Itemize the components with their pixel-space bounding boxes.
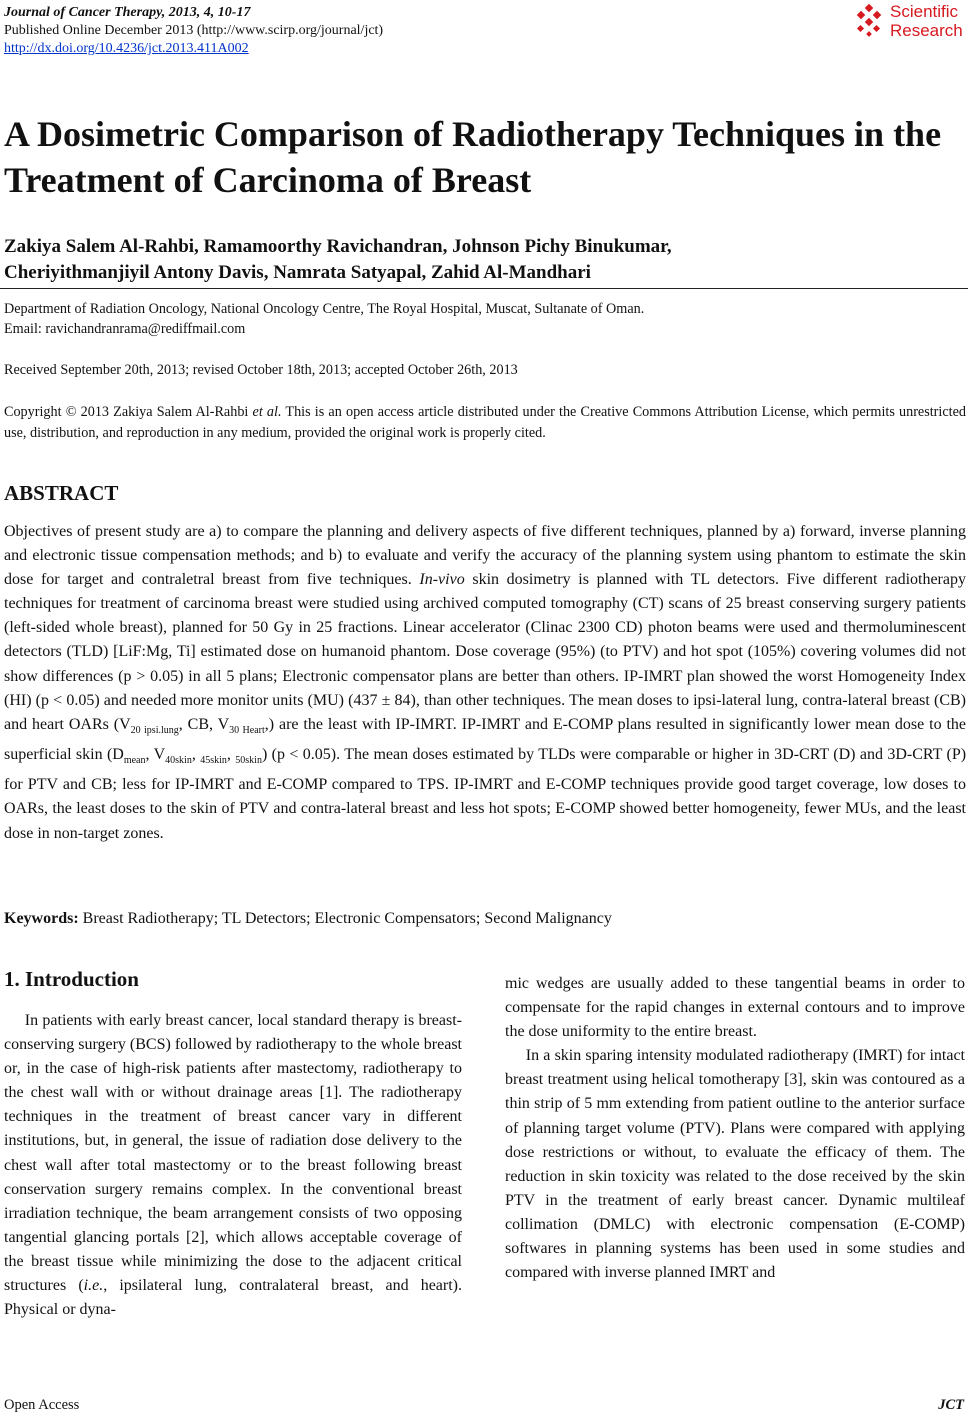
publication-line: Published Online December 2013 (http://www.scirp.org/journal/jct) [4, 23, 384, 38]
footer-journal-abbrev: JCT [938, 1397, 964, 1413]
introduction-heading: 1. Introduction [4, 967, 139, 991]
copyright-notice: Copyright © 2013 Zakiya Salem Al-Rahbi et al. This is an open access article distributed under the Creative Commons Attribution License, which permits unrestricted use, distribution, and reproduction in any medium, provided the original work is properly cited. [4, 404, 966, 441]
introduction-left-column: In patients with early breast cancer, local standard therapy is breast-conserving surgery (BCS) followed by radiotherapy to the whole breast or, in the case of high-risk patients after mastectomy, radiotherapy to the chest wall with or without drainage areas [1]. The radiotherapy techniques in the treatment of breast cancer vary in different institutions, but, in general, the issue of radiation dose delivery to the chest wall after total mastectomy or to the breast following breast conservation surgery remains complex. In the conventional breast irradiation technique, the beam arrangement consists of two opposing tangential glancing portals [2], which allows acceptable coverage of the breast tissue while minimizing the dose to the adjacent critical structures (i.e., ipsilateral lung, contralateral breast, and heart). Physical or dyna- [4, 1012, 462, 1319]
author-list: Zakiya Salem Al-Rahbi, Ramamoorthy Ravichandran, Johnson Pichy Binukumar, Cheriyithmanjiyil Antony Davis, Namrata Satyapal, Zahid Al-Mandhari [4, 236, 672, 283]
abstract-heading: ABSTRACT [4, 481, 119, 505]
doi-link[interactable]: http://dx.doi.org/10.4236/jct.2013.411A002 [4, 41, 249, 56]
article-title: A Dosimetric Comparison of Radiotherapy Techniques in the Treatment of Carcinoma of Breast [4, 114, 942, 200]
paragraph: In a skin sparing intensity modulated radiotherapy (IMRT) for intact breast treatment using helical tomotherapy [3], skin was contoured as a thin strip of 5 mm extending from patient outline to the anterior surface of planning target volume (PTV). Plans were compared with applying dose restrictions or without, to evaluate the efficacy of them. The reduction in skin toxicity was related to the dose received by the skin PTV in the treatment of early breast cancer. Dynamic multileaf collimation (DMLC) with electronic compensation (E-COMP) softwares in planning systems has been used in some studies and compared with inverse planned IMRT and [505, 1047, 965, 1282]
header-divider [0, 288, 968, 289]
journal-header [4, 4, 383, 58]
paragraph: mic wedges are usually added to these tangential beams in order to compensate for the rapid changes in external contours and to improve the dose uniformity to the entire breast. [505, 975, 965, 1041]
journal-name: Journal of Cancer Therapy [4, 5, 162, 20]
logo-wordmark: Scientific Research [890, 2, 963, 40]
footer-open-access: Open Access [4, 1397, 80, 1413]
keywords: Keywords: Breast Radiotherapy; TL Detectors; Electronic Compensators; Second Malignancy [4, 910, 612, 927]
email-line: Email: ravichandranrama@rediffmail.com [4, 321, 246, 337]
affiliation: Department of Radiation Oncology, National Oncology Centre, The Royal Hospital, Muscat, Sultanate of Oman. [4, 301, 645, 317]
scientific-research-logo-icon [852, 4, 886, 38]
introduction-right-column [505, 972, 965, 1285]
dates-line: Received September 20th, 2013; revised October 18th, 2013; accepted October 26th, 2013 [4, 362, 518, 378]
abstract-body: Objectives of present study are a) to compare the planning and delivery aspects of five different techniques, planned by a) forward, inverse planning and electronic tissue compensation methods; and b) to evaluate and verify the accuracy of the planning system using phantom to estimate the skin dose for target and contraletral breast from five techniques. In-vivo skin dosimetry is planned with TL detectors. Five different radiotherapy techniques for treatment of carcinoma breast were studied using archived computed tomography (CT) scans of 25 breast conserving surgery patients (left-sided whole breast), planned for 50 Gy in 25 fractions. Linear accelerator (Clinac 2300 CD) photon beams were used and thermoluminescent detectors (TLD) [LiF:Mg, Ti] estimated dose on humanoid phantom. Dose coverage (95%) (to PTV) and hot spot (105%) covering volumes did not show differences (p > 0.05) in all 5 plans; Electronic compensator plans are better than others. IP-IMRT plan showed the worst Homogeneity Index (HI) (p < 0.05) and needed more monitor units (MU) (437 ± 84), than other techniques. The mean doses to ipsi-lateral lung, contra-lateral breast (CB) and heart OARs ($V_{20 ipsi.lung}$, CB, $V_{30 Heart}$,) are the least with IP-IMRT. IP-IMRT and E-COMP plans resulted in significantly lower mean dose to the superficial skin ($D_{mean}$, $V_{40skin}$, $_{45skin}$, $_{50skin}$) (p < 0.05). The mean doses estimated by TLDs were comparable or higher in 3D-CRT (D) and 3D-CRT (P) for PTV and CB; less for IP-IMRT and E-COMP compared to TPS. IP-IMRT and E-COMP techniques provide good target coverage, low doses to OARs, the least doses to the skin of PTV and contra-lateral breast and less hot spots; E-COMP showed better homogeneity, fewer MUs, and the least dose in non-target zones. [4, 523, 967, 842]
publisher-logo [852, 0, 968, 44]
journal-issue: , 2013, 4, 10-17 [161, 5, 251, 20]
